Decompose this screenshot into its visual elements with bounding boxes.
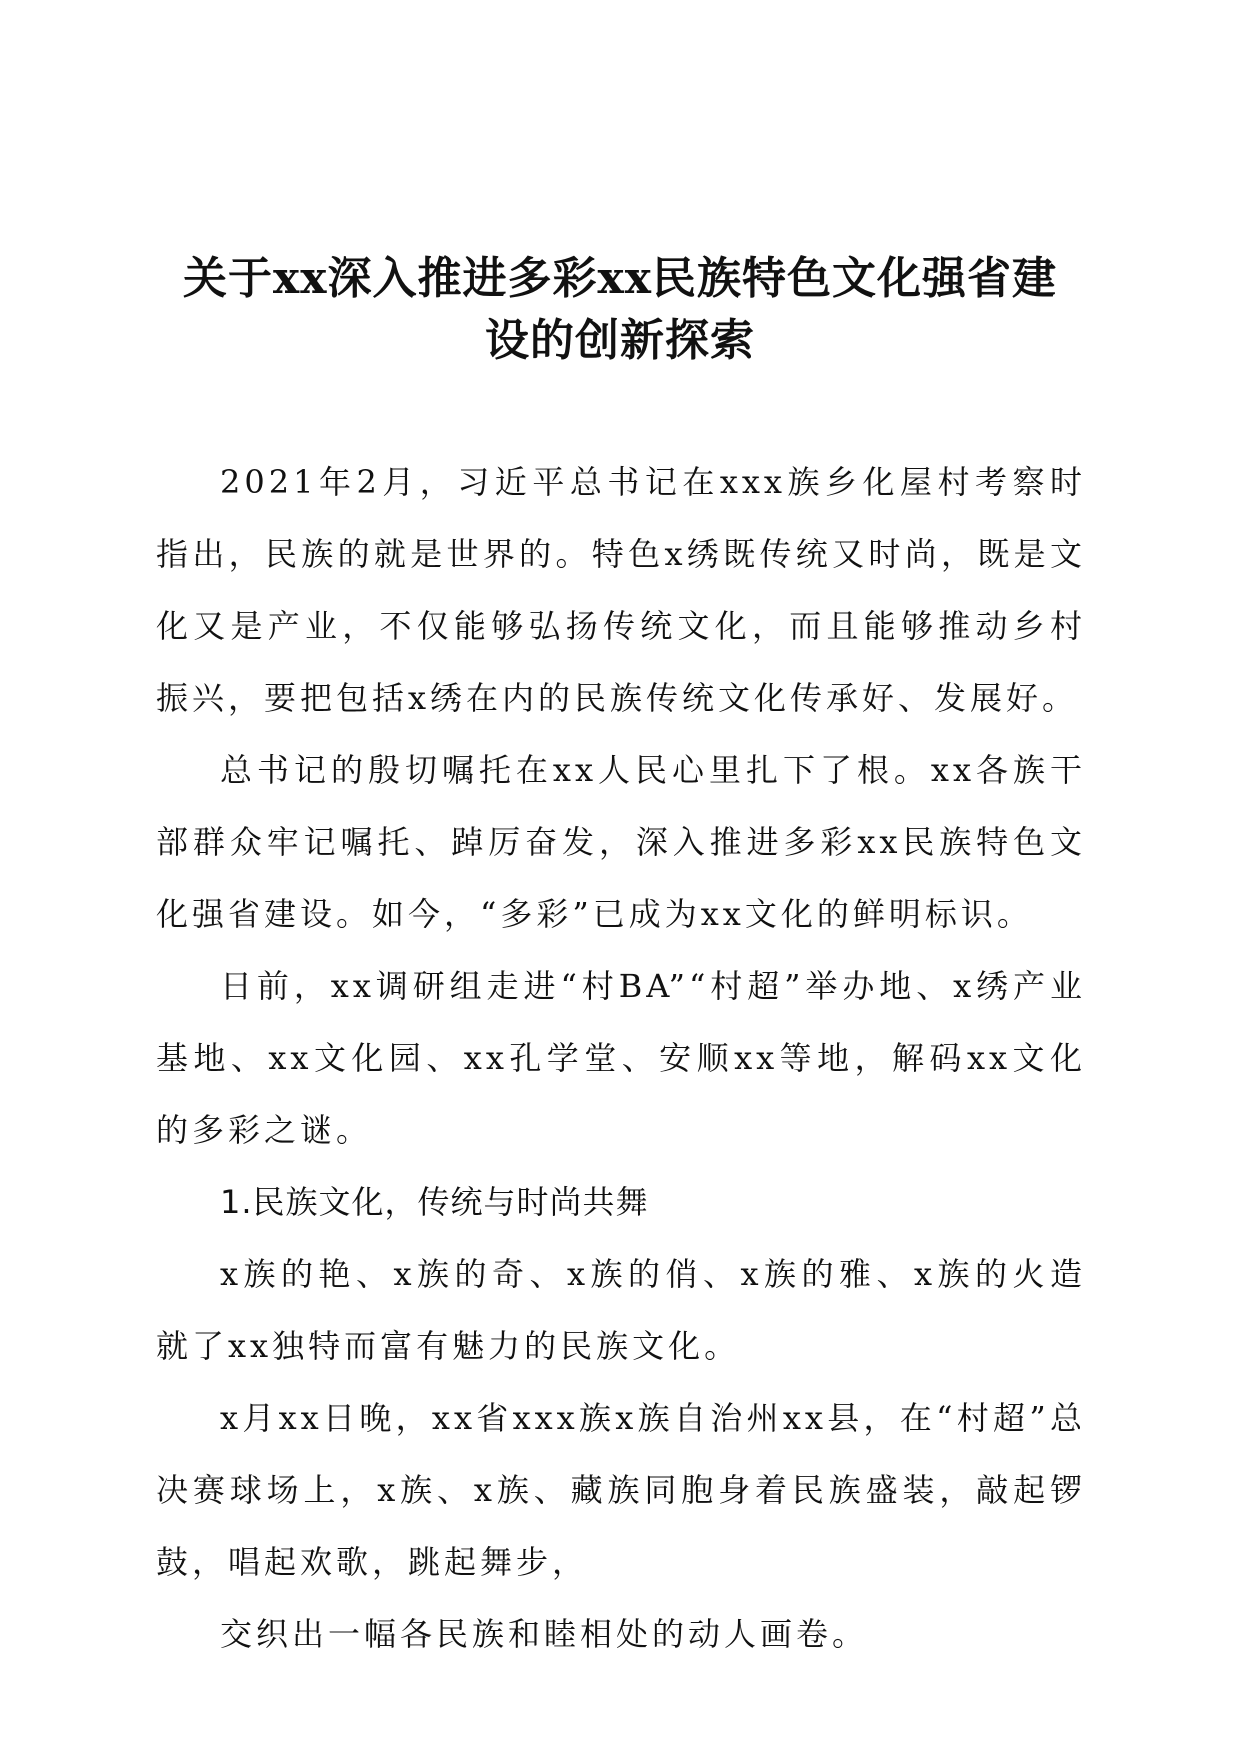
paragraph-5: x月xx日晚，xx省xxx族x族自治州xx县，在“村超”总决赛球场上，x族、x族、藏族同胞身着民族盛装，敲起锣鼓，唱起欢歌，跳起舞步，: [156, 1399, 1086, 1581]
title-line-1: 关于xx深入推进多彩xx民族特色文化强省建: [183, 253, 1057, 304]
paragraph-6: 交织出一幅各民族和睦相处的动人画卷。: [220, 1615, 869, 1653]
section-heading-1: 1.民族文化，传统与时尚共舞: [220, 1183, 649, 1221]
document-title: [150, 248, 1090, 372]
paragraph-2: 总书记的殷切嘱托在xx人民心里扎下了根。xx各族干部群众牢记嘱托、踔厉奋发，深入推进多彩xx民族特色文化强省建设。如今，“多彩”已成为xx文化的鲜明标识。: [156, 751, 1086, 933]
paragraph-3: 日前，xx调研组走进“村BA”“村超”举办地、x绣产业基地、xx文化园、xx孔学堂、安顺xx等地，解码xx文化的多彩之谜。: [156, 967, 1086, 1149]
title-line-2: 设的创新探索: [485, 315, 755, 366]
paragraph-1: 2021年2月，习近平总书记在xxx族乡化屋村考察时指出，民族的就是世界的。特色x绣既传统又时尚，既是文化又是产业，不仅能够弘扬传统文化，而且能够推动乡村振兴，要把包括x绣在内的民族传统文化传承好、发展好。: [156, 463, 1086, 717]
document-body: [156, 446, 1086, 1670]
paragraph-4: x族的艳、x族的奇、x族的俏、x族的雅、x族的火造就了xx独特而富有魅力的民族文化。: [156, 1255, 1086, 1365]
